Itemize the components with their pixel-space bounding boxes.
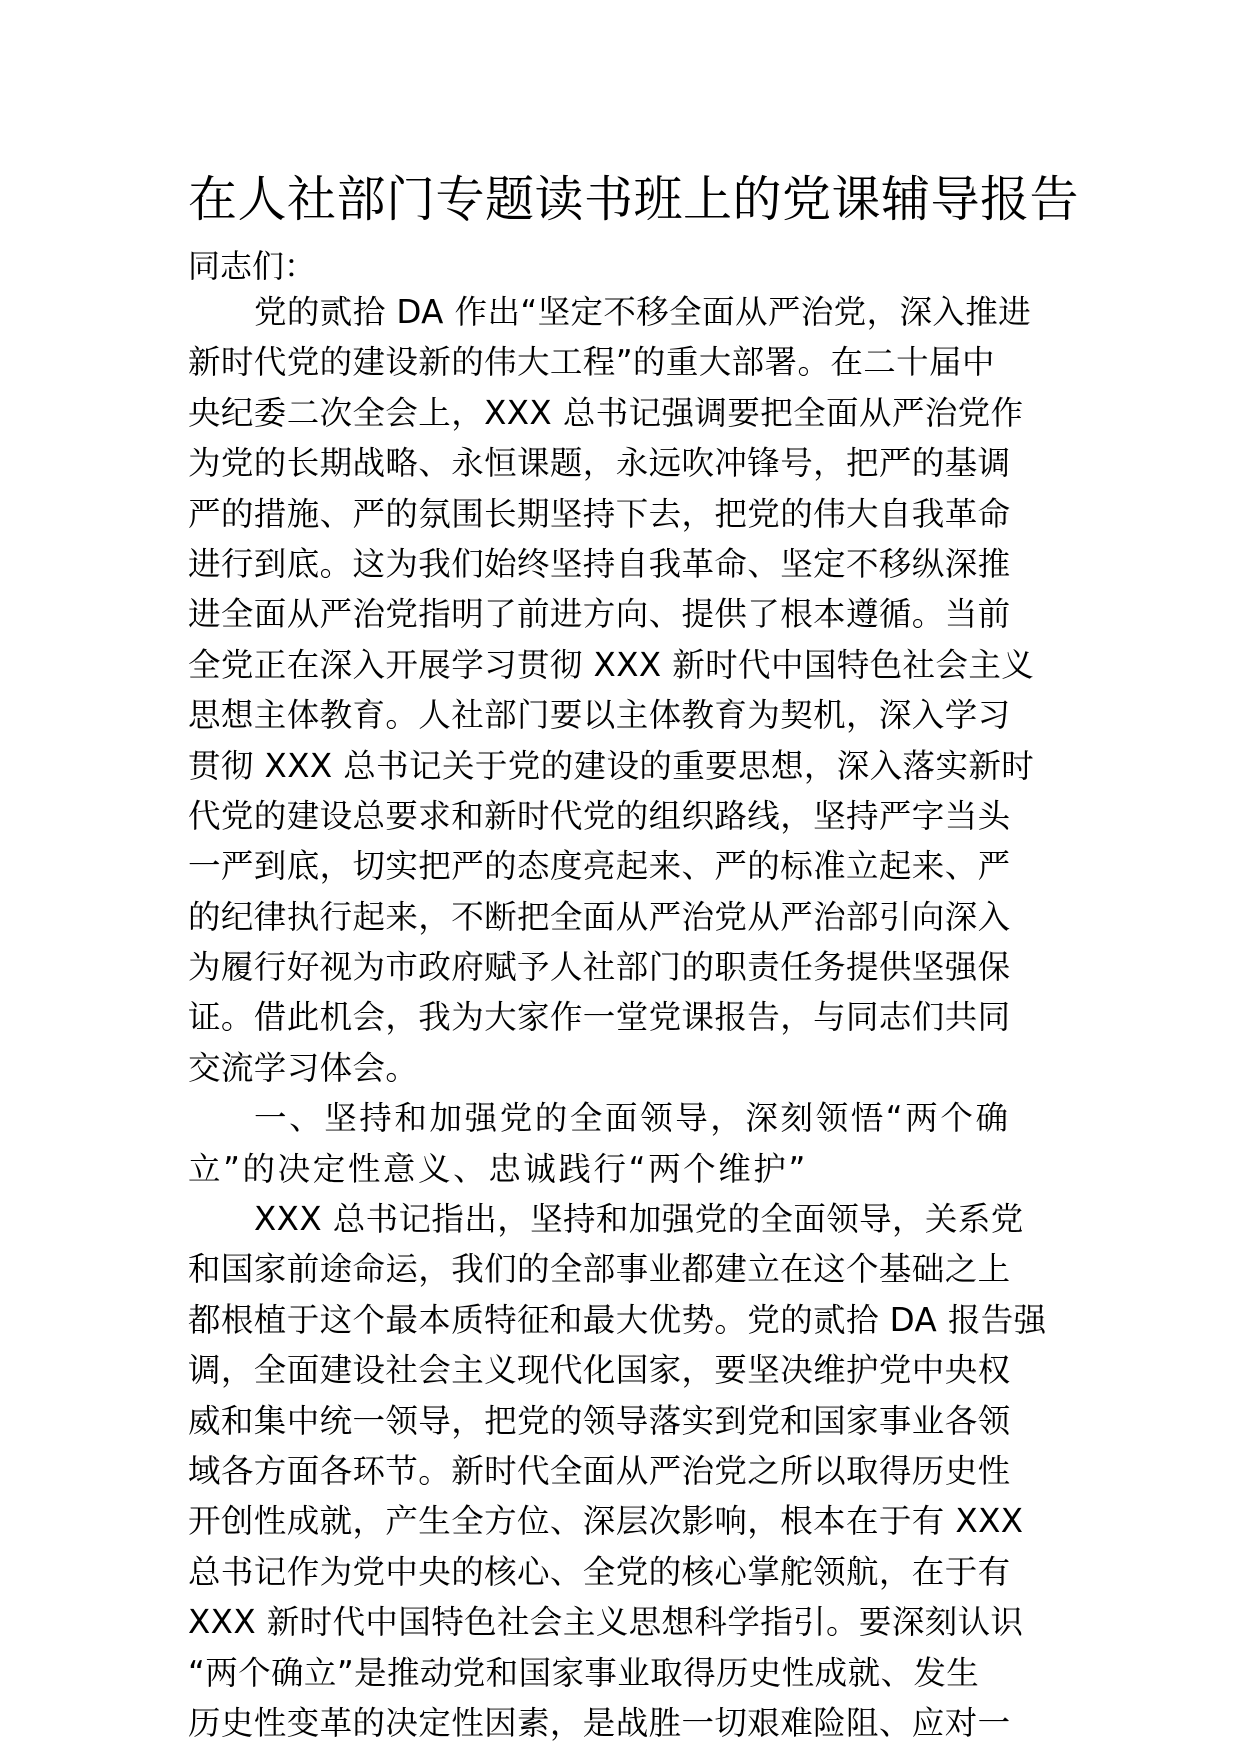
paragraph-line: 为履行好视为市政府赋予人社部门的职责任务提供坚强保 <box>188 948 1011 987</box>
paragraph-line: 进全面从严治党指明了前进方向、提供了根本遵循。当前 <box>188 595 1011 634</box>
paragraph-line: 新时代党的建设新的伟大工程”的重大部署。在二十届中 <box>188 343 995 382</box>
paragraph-line: 党的贰拾 DA 作出“坚定不移全面从严治党，深入推进 <box>254 293 1032 331</box>
paragraph-line: 一严到底，切实把严的态度亮起来、严的标准立起来、严 <box>188 847 1011 886</box>
paragraph-line: 为党的长期战略、永恒课题，永远吹冲锋号，把严的基调 <box>188 444 1011 483</box>
paragraph-line: 域各方面各环节。新时代全面从严治党之所以取得历史性 <box>188 1451 1011 1490</box>
salutation: 同志们： <box>188 247 317 285</box>
paragraph-line: 全党正在深入开展学习贯彻 XXX 新时代中国特色社会主义 <box>188 645 1035 684</box>
paragraph-line: 贯彻 XXX 总书记关于党的建设的重要思想，深入落实新时 <box>188 746 1035 785</box>
section-heading-line: 立”的决定性意义、忠诚践行“两个维护” <box>188 1149 808 1188</box>
body-text <box>188 287 1058 1748</box>
paragraph-line: 证。借此机会，我为大家作一堂党课报告，与同志们共同 <box>188 998 1011 1037</box>
paragraph-line: 调，全面建设社会主义现代化国家，要坚决维护党中央权 <box>188 1351 1011 1390</box>
paragraph-line: 都根植于这个最本质特征和最大优势。党的贰拾 DA 报告强 <box>188 1300 1047 1339</box>
paragraph-line: 交流学习体会。 <box>188 1048 419 1087</box>
paragraph-line: 思想主体教育。人社部门要以主体教育为契机，深入学习 <box>188 696 1011 735</box>
paragraph-line: 威和集中统一领导，把党的领导落实到党和国家事业各领 <box>188 1401 1011 1440</box>
paragraph-line: XXX 总书记指出，坚持和加强党的全面领导，关系党 <box>254 1200 1024 1239</box>
paragraph-line: 严的措施、严的氛围长期坚持下去，把党的伟大自我革命 <box>188 494 1011 533</box>
paragraph-line: 代党的建设总要求和新时代党的组织路线，坚持严字当头 <box>188 796 1011 835</box>
paragraph-line: 总书记作为党中央的核心、全党的核心掌舵领航，在于有 <box>188 1552 1011 1591</box>
paragraph-line: “两个确立”是推动党和国家事业取得历史性成就、发生 <box>188 1653 980 1692</box>
paragraph-line: XXX 新时代中国特色社会主义思想科学指引。要深刻认识 <box>188 1603 1024 1642</box>
paragraph-line: 央纪委二次全会上，XXX 总书记强调要把全面从严治党作 <box>188 393 1024 432</box>
document-title: 在人社部门专题读书班上的党课辅导报告 <box>188 171 1080 228</box>
paragraph-line: 历史性变革的决定性因素，是战胜一切艰难险阻、应对一 <box>188 1703 1011 1742</box>
paragraph-line: 和国家前途命运，我们的全部事业都建立在这个基础之上 <box>188 1250 1011 1289</box>
paragraph-line: 开创性成就，产生全方位、深层次影响，根本在于有 XXX <box>188 1502 1024 1541</box>
section-heading-line: 一、坚持和加强党的全面领导，深刻领悟“两个确 <box>254 1099 1011 1138</box>
paragraph-line: 的纪律执行起来，不断把全面从严治党从严治部引向深入 <box>188 897 1011 936</box>
paragraph-line: 进行到底。这为我们始终坚持自我革命、坚定不移纵深推 <box>188 544 1011 583</box>
